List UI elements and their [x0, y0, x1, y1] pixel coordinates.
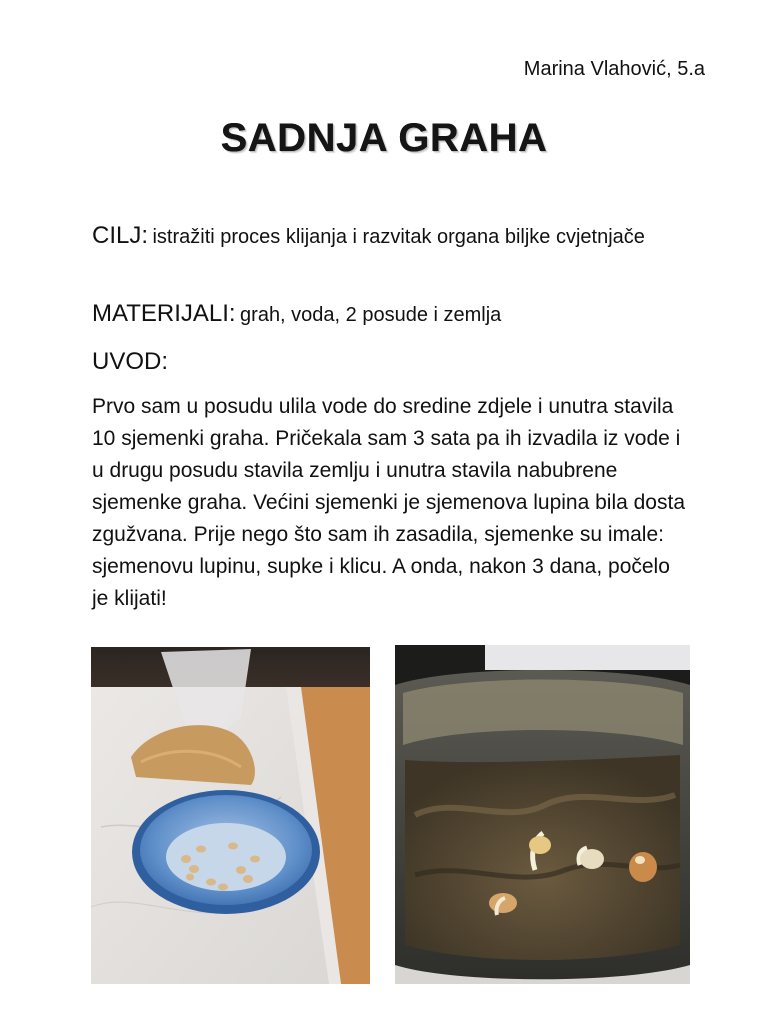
sprouting-beans-photo: [395, 645, 690, 984]
uvod-text: Prvo sam u posudu ulila vode do sredine zdjele i unutra stavila 10 sjemenki graha. Pričekala sam 3 sata pa ih izvadila iz vode i u drugu posudu stavila zemlju i unutra stavila nabubrene sjemenke graha. Većini sjemenki je sjemenova lupina bila dosta zgužvana. Prije nego što sam ih zasadila, sjemenke su imale: sjemenovu lupinu, supke i klicu. A onda, nakon 3 dana, počelo je klijati!: [92, 395, 686, 610]
section-materijali: [92, 298, 682, 333]
page-title: SADNJA GRAHA: [220, 116, 548, 160]
cilj-text: istražiti proces klijanja i razvitak organa biljke cvjetnjače: [152, 226, 645, 248]
materijali-label: MATERIJALI:: [92, 300, 236, 327]
author-name: Marina Vlahović, 5.a: [523, 58, 705, 80]
uvod-label: UVOD:: [92, 348, 169, 375]
cilj-label: CILJ:: [92, 222, 149, 249]
section-cilj: [92, 220, 682, 254]
beans-in-bowl-photo: [91, 647, 370, 984]
section-uvod: [92, 346, 682, 381]
materijali-text: grah, voda, 2 posude i zemlja: [240, 304, 502, 326]
